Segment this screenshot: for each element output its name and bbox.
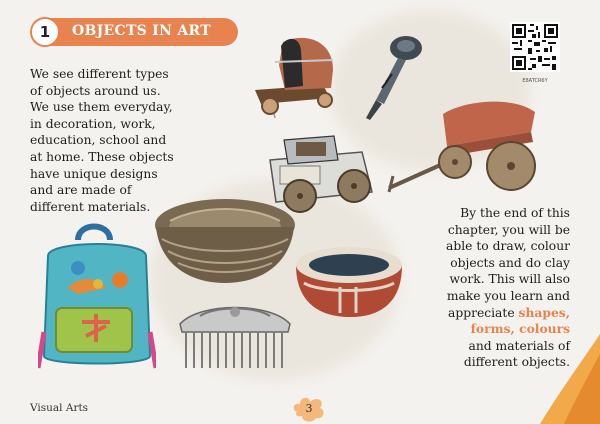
wooden-toy-cart-image xyxy=(245,30,345,125)
outro-line: and materials of xyxy=(468,338,570,353)
clay-pot-image xyxy=(290,243,408,321)
intro-line: We use them everyday, xyxy=(30,100,173,115)
outro-line: work. This will also xyxy=(449,272,570,287)
outro-line: make you learn and xyxy=(446,288,570,303)
qr-code[interactable] xyxy=(510,22,560,72)
outro-line: objects and do clay xyxy=(450,255,570,270)
qr-caption: E8ATCR6Y xyxy=(522,78,548,84)
ox-cart-image xyxy=(385,92,560,212)
highlight-shapes: shapes, xyxy=(518,304,570,320)
highlight-forms-colours: forms, colours xyxy=(470,321,570,337)
chapter-number: 1 xyxy=(30,17,60,47)
outro-text: appreciate xyxy=(448,305,515,320)
intro-paragraph xyxy=(30,66,192,215)
intro-line: different materials. xyxy=(30,199,151,214)
intro-line: and are made of xyxy=(30,183,132,198)
outro-line: different objects. xyxy=(463,355,570,370)
intro-line: at home. These objects xyxy=(30,149,174,164)
corner-decoration xyxy=(540,334,600,424)
woven-basket-image xyxy=(150,195,300,290)
outro-line: able to draw, colour xyxy=(446,239,570,254)
chapter-title: OBJECTS IN ART xyxy=(72,23,211,39)
page-number: 3 xyxy=(305,402,313,415)
decorative-comb-image xyxy=(170,298,300,370)
intro-line: education, school and xyxy=(30,133,167,148)
intro-line: have unique designs xyxy=(30,166,158,181)
outro-line: By the end of this xyxy=(460,206,570,220)
outro-line xyxy=(415,305,570,322)
chapter-header xyxy=(30,17,238,47)
intro-line: of objects around us. xyxy=(30,83,161,98)
intro-line: in decoration, work, xyxy=(30,116,156,131)
intro-line: We see different types xyxy=(30,67,169,81)
outro-line: chapter, you will be xyxy=(447,222,570,237)
school-backpack-image xyxy=(38,222,156,370)
footer-subject: Visual Arts xyxy=(30,402,89,414)
